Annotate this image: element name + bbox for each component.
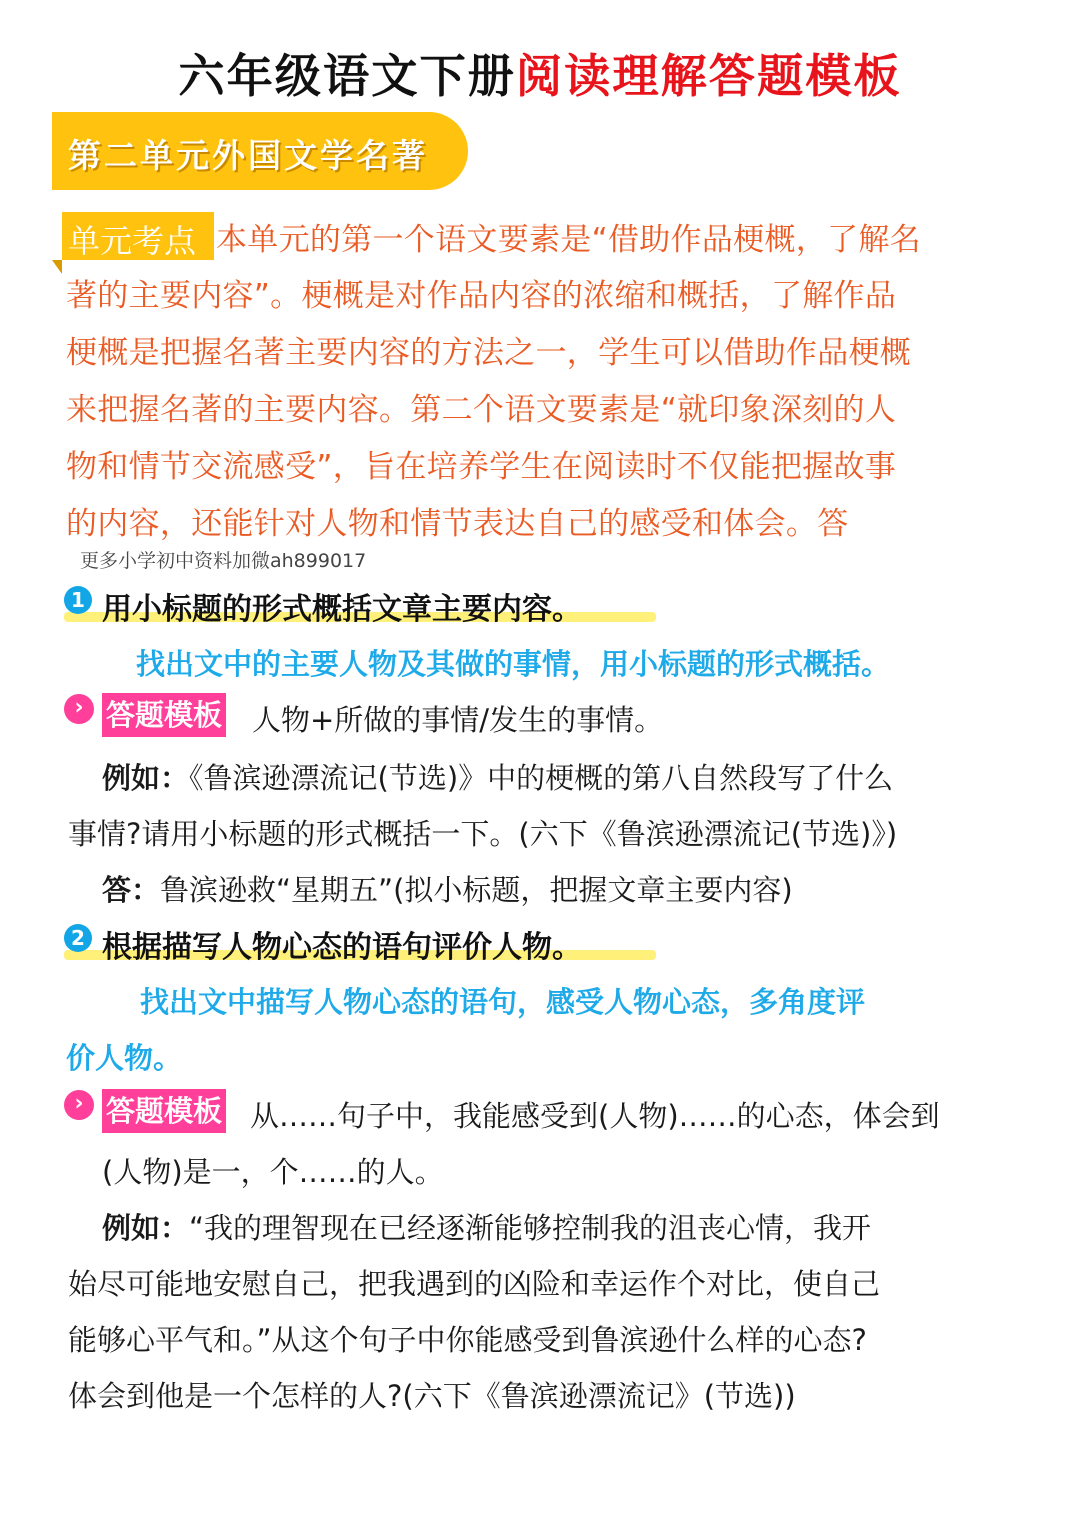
example-line [102, 756, 893, 797]
example-label: 例如： [102, 761, 190, 795]
exam-points-line: 的内容，还能针对人物和情节表达自己的感受和体会。答 [66, 506, 849, 542]
page-title [0, 40, 1080, 106]
example-line: 体会到他是一个怎样的人?(六下《鲁滨逊漂流记》(节选)) [68, 1379, 796, 1413]
example-text: “我的理智现在已经逐渐能够控制我的沮丧心情，我开 [189, 1211, 872, 1245]
template-line: 人物+所做的事情/发生的事情。 [252, 703, 664, 737]
section-title: 根据描写人物心态的语句评价人物。 [102, 930, 582, 965]
exam-points-tag [62, 212, 214, 260]
method-line: 找出文中的主要人物及其做的事情，用小标题的形式概括。 [136, 647, 891, 681]
exam-points-line: 著的主要内容”。梗概是对作品内容的浓缩和概括，了解作品 [66, 278, 897, 314]
example-label: 例如： [102, 1211, 190, 1245]
method-line: 找出文中描写人物心态的语句，感受人物心态，多角度评 [140, 985, 866, 1019]
chevron-right-icon: › [64, 694, 94, 724]
answer-label: 答： [102, 873, 161, 907]
exam-points-line: 物和情节交流感受”，旨在培养学生在阅读时不仅能把握故事 [66, 449, 897, 485]
unit-banner [52, 112, 468, 190]
section-title: 用小标题的形式概括文章主要内容。 [102, 592, 582, 627]
answer-line [102, 868, 793, 909]
watermark-text: 更多小学初中资料加微ah899017 [80, 550, 367, 572]
example-line: 能够心平气和。”从这个句子中你能感受到鲁滨逊什么样的心态? [68, 1323, 867, 1357]
chevron-right-icon: › [64, 1090, 94, 1120]
number-badge-icon: 2 [64, 924, 92, 952]
unit-banner-label: 第二单元外国文学名著 [68, 136, 428, 175]
exam-points-tag-label: 单元考点 [68, 222, 197, 260]
example-line [102, 1206, 871, 1247]
title-grade-part: 六年级语文下册 [178, 49, 516, 103]
template-tag: 答题模板 [102, 693, 226, 737]
exam-points-line: 本单元的第一个语文要素是“借助作品梗概，了解名 [216, 222, 921, 258]
example-text: 《鲁滨逊漂流记(节选)》中的梗概的第八自然段写了什么 [189, 761, 894, 795]
title-topic-part: 阅读理解答题模板 [515, 49, 902, 103]
exam-points-line: 梗概是把握名著主要内容的方法之一，学生可以借助作品梗概 [66, 335, 912, 371]
template-tag: 答题模板 [102, 1089, 226, 1133]
template-line: (人物)是一，个……的人。 [102, 1155, 444, 1189]
method-line: 价人物。 [66, 1041, 183, 1075]
answer-text: 鲁滨逊救“星期五”(拟小标题，把握文章主要内容) [160, 873, 793, 907]
template-line: 从……句子中，我能感受到(人物)……的心态，体会到 [250, 1099, 940, 1133]
number-badge-icon: 1 [64, 586, 92, 614]
example-line: 始尽可能地安慰自己，把我遇到的凶险和幸运作个对比，使自己 [68, 1267, 881, 1301]
exam-points-line: 来把握名著的主要内容。第二个语文要素是“就印象深刻的人 [66, 392, 897, 428]
example-line: 事情?请用小标题的形式概括一下。(六下《鲁滨逊漂流记(节选)》) [68, 817, 898, 851]
